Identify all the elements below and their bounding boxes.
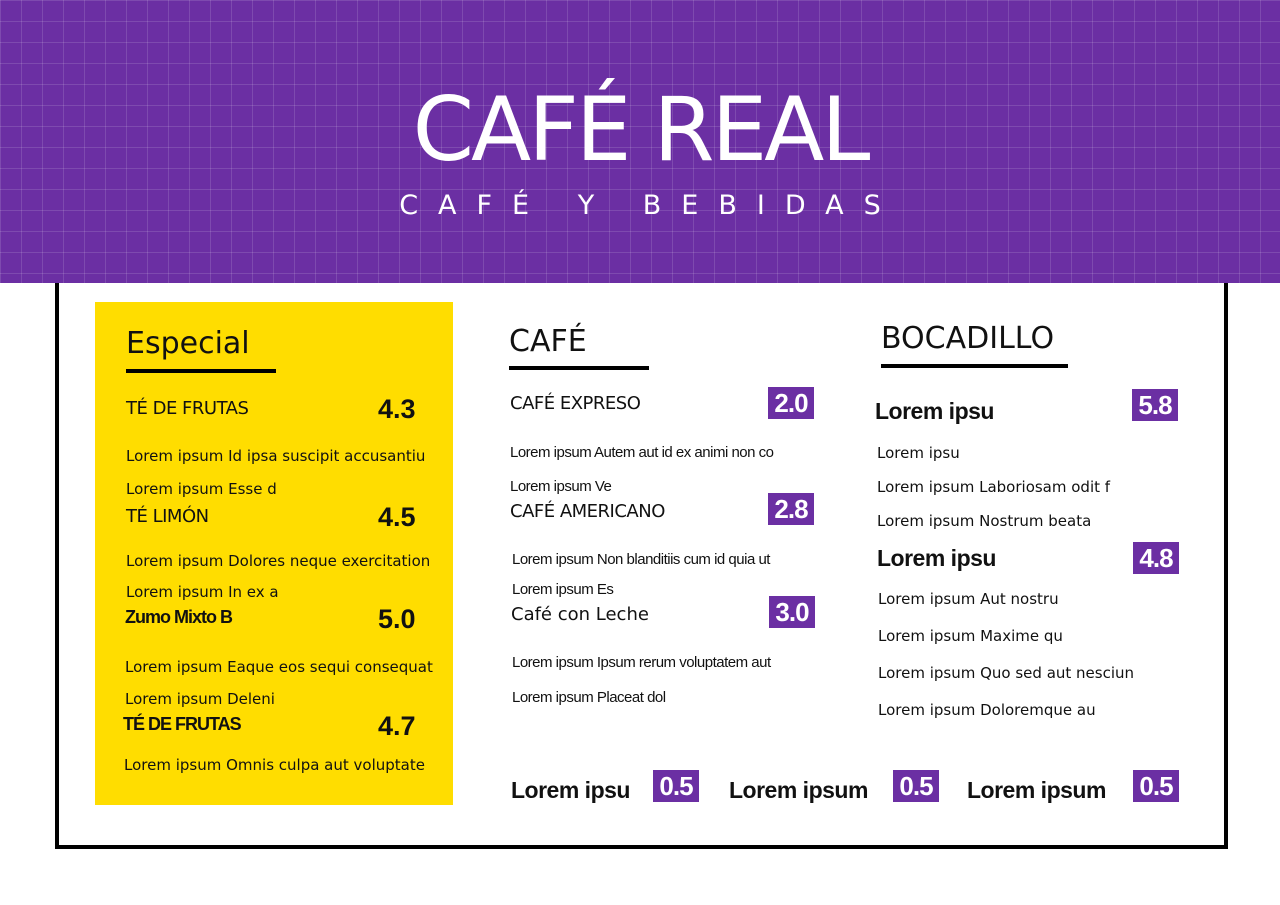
- divider: [126, 369, 276, 373]
- menu-item-price: 4.5: [378, 502, 416, 532]
- page-title: CAFÉ REAL: [412, 78, 868, 181]
- menu-item-desc: Lorem ipsum Ipsum rerum voluptatem aut: [512, 654, 771, 671]
- bocadillo-heading: BOCADILLO: [881, 321, 1055, 356]
- menu-item-name: TÉ LIMÓN: [126, 506, 209, 527]
- menu-item-desc: Lorem ipsum Eaque eos sequi consequat: [125, 658, 433, 676]
- menu-item-name: Lorem ipsu: [877, 545, 996, 571]
- divider: [881, 364, 1068, 368]
- menu-item-desc: Lorem ipsum Quo sed aut nesciun: [878, 664, 1135, 682]
- menu-item-desc: Lorem ipsum Dolores neque exercitation: [126, 552, 431, 570]
- extra-item-name: Lorem ipsu: [511, 777, 630, 803]
- menu-item-desc: Lorem ipsum Es: [512, 581, 614, 598]
- menu-item-price: 5.0: [378, 604, 416, 634]
- divider: [509, 366, 649, 370]
- price-badge: 4.8: [1133, 542, 1179, 574]
- price-badge: 3.0: [769, 596, 815, 628]
- extra-item-name: Lorem ipsum: [729, 777, 868, 803]
- menu-item-desc: Lorem ipsum Omnis culpa aut voluptate: [124, 756, 425, 774]
- menu-item-desc: Lorem ipsum Laboriosam odit f: [877, 478, 1111, 496]
- price-badge: 0.5: [653, 770, 699, 802]
- menu-item-name: TÉ DE FRUTAS: [123, 714, 241, 734]
- special-heading: Especial: [126, 326, 250, 361]
- menu-item-desc: Lorem ipsum Aut nostru: [878, 590, 1059, 608]
- menu-item-name: CAFÉ AMERICANO: [510, 501, 665, 522]
- menu-item-desc: Lorem ipsum Nostrum beata: [877, 512, 1092, 530]
- menu-item-name: Lorem ipsu: [875, 398, 994, 424]
- menu-item-desc: Lorem ipsum In ex a: [126, 583, 279, 601]
- menu-item-desc: Lorem ipsum Placeat dol: [512, 689, 666, 706]
- page-subtitle: CAFÉ Y BEBIDAS: [399, 190, 901, 221]
- menu-item-desc: Lorem ipsu: [877, 444, 960, 462]
- menu-item-price: 4.3: [378, 394, 416, 424]
- menu-item-desc: Lorem ipsum Ve: [510, 478, 612, 495]
- menu-item-desc: Lorem ipsum Non blanditiis cum id quia ut: [512, 551, 770, 568]
- price-badge: 0.5: [1133, 770, 1179, 802]
- menu-item-name: CAFÉ EXPRESO: [510, 393, 641, 414]
- menu-item-name: Café con Leche: [511, 604, 649, 625]
- cafe-heading: CAFÉ: [509, 324, 587, 359]
- price-badge: 2.0: [768, 387, 814, 419]
- menu-item-desc: Lorem ipsum Maxime qu: [878, 627, 1063, 645]
- menu-item-desc: Lorem ipsum Autem aut id ex animi non co: [510, 444, 774, 461]
- menu-item-desc: Lorem ipsum Deleni: [125, 690, 275, 708]
- menu-item-desc: Lorem ipsum Doloremque au: [878, 701, 1096, 719]
- extra-item-name: Lorem ipsum: [967, 777, 1106, 803]
- price-badge: 0.5: [893, 770, 939, 802]
- menu-item-name: TÉ DE FRUTAS: [126, 398, 249, 419]
- menu-item-desc: Lorem ipsum Esse d: [126, 480, 277, 498]
- header-banner: [0, 0, 1280, 283]
- price-badge: 5.8: [1132, 389, 1178, 421]
- menu-item-name: Zumo Mixto B: [125, 607, 232, 627]
- price-badge: 2.8: [768, 493, 814, 525]
- menu-item-price: 4.7: [378, 711, 416, 741]
- menu-item-desc: Lorem ipsum Id ipsa suscipit accusantiu: [126, 447, 426, 465]
